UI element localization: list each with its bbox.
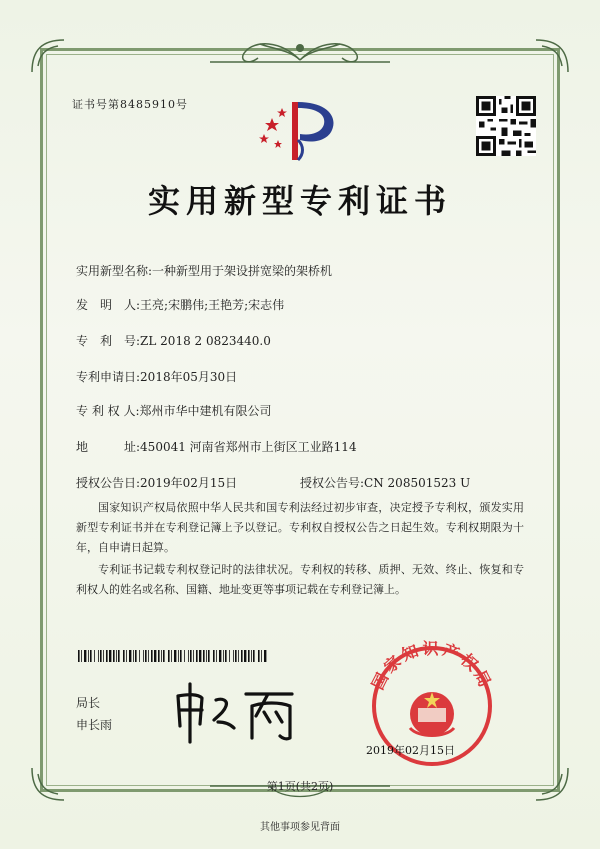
utility-model-name-value: 一种新型用于架设拼宽梁的架桥机 bbox=[152, 264, 333, 278]
address-row bbox=[76, 438, 357, 455]
seal-date: 2019年02月15日 bbox=[366, 744, 455, 757]
grant-announcement-number-label: 授权公告号: bbox=[300, 476, 365, 490]
application-date-row bbox=[76, 368, 237, 385]
grant-announcement-date-label: 授权公告日: bbox=[76, 476, 141, 490]
utility-model-name-label: 实用新型名称: bbox=[76, 264, 153, 278]
grant-announcement-number-row bbox=[300, 474, 470, 491]
address-value: 450041 河南省郑州市上街区工业路114 bbox=[140, 440, 357, 454]
patent-number-label: 专 利 号: bbox=[76, 334, 141, 348]
corner-ornament-top-right bbox=[532, 36, 572, 76]
patentee-value: 郑州市华中建机有限公司 bbox=[139, 404, 272, 418]
grant-announcement-date-value: 2019年02月15日 bbox=[140, 476, 238, 490]
patentee-row bbox=[76, 402, 272, 419]
grant-statement-paragraph: 国家知识产权局依照中华人民共和国专利法经过初步审查，决定授予专利权，颁发实用新型专利证书并在专利登记簿上予以登记。专利权自授权公告之日起生效。专利权期限为十年，自申请日起算。 bbox=[76, 501, 524, 554]
certificate-title: 实用新型专利证书 bbox=[147, 182, 452, 220]
patent-number-row bbox=[76, 332, 271, 349]
patentee-label: 专 利 权 人: bbox=[76, 404, 140, 418]
application-date-label: 专利申请日: bbox=[76, 370, 141, 384]
inventors-row bbox=[76, 296, 284, 313]
application-date-value: 2018年05月30日 bbox=[140, 370, 238, 384]
director-signature-icon bbox=[168, 676, 308, 746]
address-label: 地 址: bbox=[76, 440, 141, 454]
footer-note: 其他事项参见背面 bbox=[260, 822, 340, 833]
patent-number-value: ZL 2018 2 0823440.0 bbox=[140, 334, 271, 348]
certificate-number: 证书号第8485910号 bbox=[72, 98, 188, 111]
director-title: 局长 bbox=[76, 696, 101, 710]
svg-text:国家知识产权局 bbox=[368, 639, 496, 693]
grant-announcement-number-value: CN 208501523 U bbox=[364, 476, 471, 490]
legal-status-paragraph: 专利证书记载专利权登记时的法律状况。专利权的转移、质押、无效、终止、恢复和专利权人的姓名或名称、国籍、地址变更等事项记载在专利登记簿上。 bbox=[76, 563, 524, 596]
grant-announcement-date-row bbox=[76, 474, 237, 491]
inventors-value: 王亮;宋鹏伟;王艳芳;宋志伟 bbox=[140, 298, 285, 312]
top-ornament bbox=[200, 30, 400, 70]
inventors-label: 发 明 人: bbox=[76, 298, 141, 312]
page-indicator: 第1页(共2页) bbox=[266, 780, 334, 793]
utility-model-name-row bbox=[76, 262, 332, 279]
corner-ornament-top-left bbox=[28, 36, 68, 76]
qr-code-icon bbox=[476, 96, 536, 156]
cnipa-logo-icon bbox=[252, 96, 348, 162]
director-name: 申长雨 bbox=[76, 718, 113, 732]
barcode-icon bbox=[78, 650, 268, 662]
seal-text: 国家知识产权局 bbox=[367, 639, 497, 693]
